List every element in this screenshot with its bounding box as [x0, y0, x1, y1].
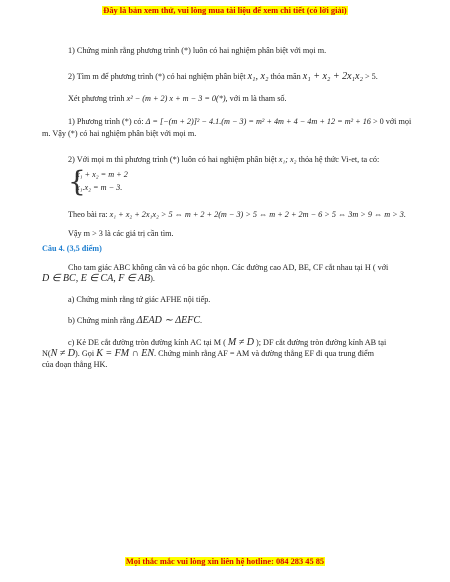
- q4-part-b: [68, 315, 202, 328]
- q4-part-c-text-2: ); DF cắt đường tròn đường kính AB tại: [255, 338, 387, 347]
- q4-part-b-end: .: [200, 316, 203, 325]
- q4-statement: Cho tam giác ABC không cân và có ba góc nhọn. Các đường cao AD, BE, CF cắt nhau tại H ( với: [68, 263, 389, 272]
- discriminant-conclusion: > 0 với mọi: [372, 117, 412, 126]
- q4-part-c-cont: [42, 348, 374, 361]
- k-intersection: K = FM ∩ EN: [96, 348, 155, 359]
- m-not-d: M ≠ D: [227, 337, 254, 348]
- solution-chain: x₁ + x₂ + 2x₁x₂ > 5 ⇔ m + 2 + 2(m − 3) > 5 ⇔ m + 2 + 2m − 6 > 5 ⇔ 3m > 9 ⇔ m > 3.: [109, 210, 406, 219]
- vieta-text-end: thỏa hệ thức Vi-et, ta có:: [298, 155, 380, 164]
- answer-line: Vậy m > 3 là các giá trị cần tìm.: [68, 229, 174, 238]
- vieta-system: [68, 165, 158, 198]
- discriminant-formula: Δ = [−(m + 2)]² − 4.1.(m − 3) = m² + 4m + 4 − 4m + 12 = m² + 16: [145, 117, 371, 126]
- feet-of-altitudes: D ∈ BC, E ∈ CA, F ∈ AB: [42, 273, 151, 284]
- brace-icon: {: [68, 165, 86, 198]
- hotline-banner: [0, 557, 450, 568]
- roots-sum-expression: x₁ + x₂ + 2x₁x₂: [302, 71, 363, 82]
- part2-condition-label: thỏa mãn: [270, 72, 301, 81]
- part2-question: [68, 71, 378, 84]
- part1-question: 1) Chứng minh rằng phương trình (*) luôn có hai nghiệm phân biệt với mọi m.: [68, 46, 327, 55]
- preview-banner-text: Đây là bản xem thử, vui lòng mua tài liệu để xem chi tiết (có lời giải): [103, 6, 347, 15]
- vieta-intro: [68, 155, 379, 165]
- vieta-text: 2) Với mọi m thì phương trình (*) luôn có hai nghiệm phân biệt: [68, 155, 277, 164]
- question4-points: (3,5 điểm): [66, 244, 102, 253]
- solution-line: [68, 210, 406, 220]
- equation-intro: Xét phương trình: [68, 94, 125, 103]
- n-not-d: N ≠ D: [50, 348, 76, 359]
- roots-symbol: x₁, x₂: [247, 71, 269, 82]
- similar-triangles: ΔEAD ∼ ΔEFC: [136, 315, 201, 326]
- discriminant-summary: m. Vậy (*) có hai nghiệm phân biệt với mọi m.: [42, 129, 197, 138]
- vieta-product: x₁.x₂ = m − 3.: [76, 183, 123, 192]
- q4-statement-cont: [42, 273, 155, 286]
- hotline-text: Mọi thắc mắc vui lòng xin liên hệ hotline: 084 283 45 85: [125, 557, 325, 566]
- q4-part-a: a) Chứng minh rằng tứ giác AFHE nội tiếp.: [68, 295, 211, 304]
- quadratic-equation: x² − (m + 2) x + m − 3 = 0(*),: [126, 94, 228, 103]
- q4-part-c-prove: . Chứng minh rằng AF = AM và đường thẳng EF đi qua trung điểm: [154, 349, 375, 358]
- part2-inequality: > 5.: [365, 72, 378, 81]
- q4-part-b-text: b) Chứng minh rằng: [68, 316, 135, 325]
- q4-part-c-call: ). Gọi: [75, 349, 95, 358]
- preview-banner: [0, 6, 450, 17]
- roots-pair: x₁; x₂: [278, 155, 297, 164]
- question4-heading: [42, 244, 102, 254]
- part2-text: 2) Tìm m để phương trình (*) có hai nghiệm phân biệt: [68, 72, 246, 81]
- q4-statement-end: ).: [150, 274, 155, 283]
- discriminant-intro: 1) Phương trình (*) có:: [68, 117, 144, 126]
- discriminant-line: [68, 117, 411, 127]
- vieta-sum: x₁ + x₂ = m + 2: [76, 170, 128, 179]
- equation-statement: [68, 94, 287, 104]
- question4-title: Câu 4.: [42, 244, 65, 253]
- q4-part-c-text: c) Kẻ DE cắt đường tròn đường kính AC tại M (: [68, 338, 226, 347]
- equation-param-note: với m là tham số.: [229, 94, 287, 103]
- solution-intro: Theo bài ra:: [68, 210, 108, 219]
- q4-part-c-end: của đoạn thẳng HK.: [42, 360, 108, 369]
- q4-part-c-n: N(: [42, 349, 51, 358]
